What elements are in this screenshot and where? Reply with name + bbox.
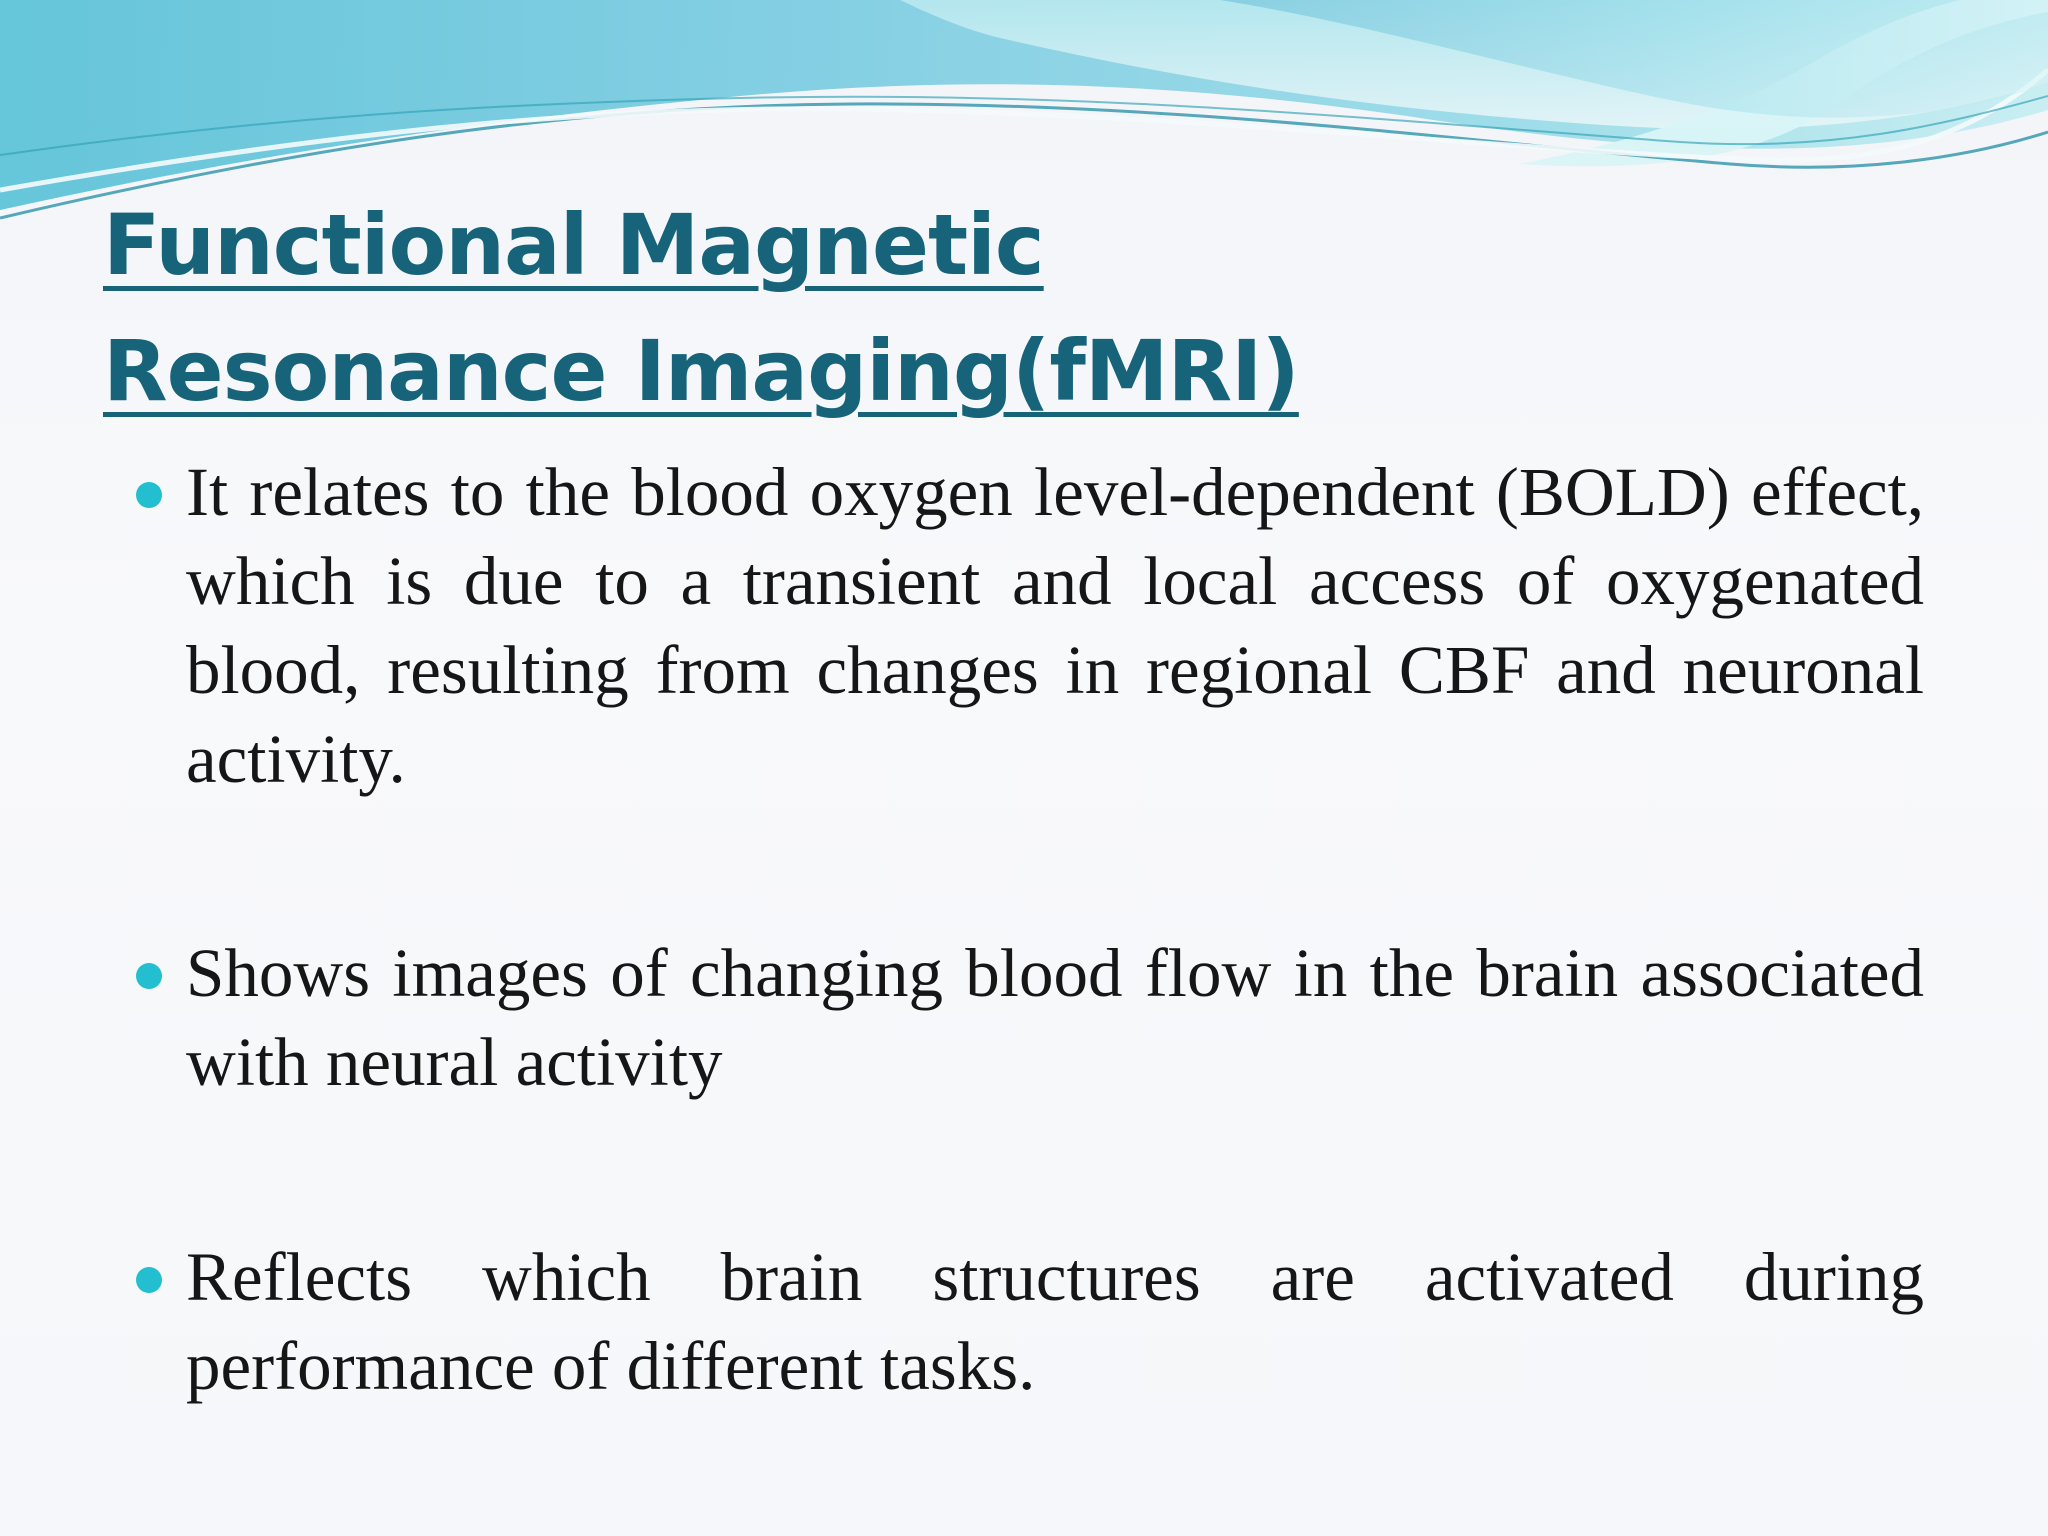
- bullet-text: It relates to the blood oxygen level-dependent (BOLD) effect, which is due to a transient and local access of oxygenated blood, resulting from changes in regional CBF and neuronal activity.: [186, 454, 1924, 797]
- bullet-item-bold-effect: [186, 448, 1924, 804]
- bullet-text: Shows images of changing blood flow in the brain associated with neural activity: [186, 935, 1924, 1100]
- bullet-item-brain-structures: [186, 1233, 1924, 1411]
- bullet-item-blood-flow: [186, 929, 1924, 1107]
- slide-title-text: Functional Magnetic Resonance Imaging(fMRI): [103, 196, 1299, 420]
- filled-circle-icon: [136, 482, 162, 508]
- filled-circle-icon: [136, 1267, 162, 1293]
- bullet-text: Reflects which brain structures are activated during performance of different tasks.: [186, 1239, 1924, 1404]
- filled-circle-icon: [136, 963, 162, 989]
